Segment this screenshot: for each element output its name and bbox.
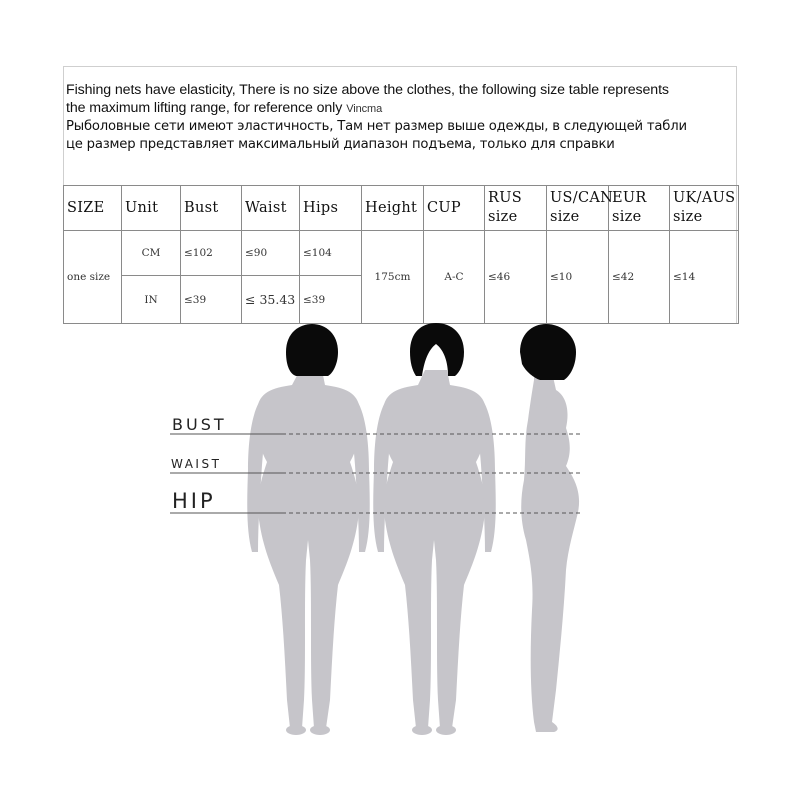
header-bust: Bust xyxy=(181,186,242,231)
header-uk-top: UK/AUS xyxy=(673,190,736,206)
table-row-cm xyxy=(64,231,739,276)
bust-label: BUST xyxy=(172,415,227,434)
header-unit: Unit xyxy=(122,186,181,231)
size-table xyxy=(63,185,739,324)
header-eur-top: EUR xyxy=(612,190,647,206)
header-eur xyxy=(609,186,670,231)
cell-bust-cm: ≤102 xyxy=(181,231,242,276)
cell-waist-in: ≤ 35.43 xyxy=(242,276,300,324)
waist-label: WAIST xyxy=(171,457,222,471)
header-uk-bottom: size xyxy=(673,209,703,225)
note-ru-line-2: це размер представляет максимальный диапазон подъема, только для справки xyxy=(66,136,615,152)
header-us-top: US/CAN xyxy=(550,190,614,206)
elasticity-note xyxy=(66,82,738,153)
header-eur-bottom: size xyxy=(612,209,642,225)
header-cup: CUP xyxy=(424,186,485,231)
figure-side-hair xyxy=(520,324,576,380)
header-rus-bottom: size xyxy=(488,209,518,225)
note-en-line-1: Fishing nets have elasticity, There is no size above the clothes, the following size table represents xyxy=(66,82,669,98)
header-rus xyxy=(485,186,547,231)
cell-waist-cm: ≤90 xyxy=(242,231,300,276)
cell-hips-cm: ≤104 xyxy=(300,231,362,276)
header-hips: Hips xyxy=(300,186,362,231)
cell-hips-in: ≤39 xyxy=(300,276,362,324)
measurement-diagram xyxy=(0,320,800,740)
note-en-line-2-text: the maximum lifting range, for reference only xyxy=(66,99,343,116)
hip-label: HIP xyxy=(172,489,216,513)
figure-front-hair xyxy=(410,323,464,376)
header-us-can xyxy=(547,186,614,231)
note-en-line-2 xyxy=(66,100,738,119)
figure-back-hair xyxy=(286,324,338,376)
figure-front xyxy=(373,370,496,735)
cell-rus: ≤46 xyxy=(485,231,547,324)
header-size: SIZE xyxy=(64,186,122,231)
watermark-text: Vincma xyxy=(346,102,383,115)
cell-us-can: ≤10 xyxy=(547,231,609,324)
cell-bust-in: ≤39 xyxy=(181,276,242,324)
cell-cup: A-C xyxy=(424,231,485,324)
cell-eur: ≤42 xyxy=(609,231,670,324)
cell-unit-cm: CM xyxy=(122,231,181,276)
figure-back xyxy=(247,370,370,735)
cell-uk-aus: ≤14 xyxy=(670,231,739,324)
cell-unit-in: IN xyxy=(122,276,181,324)
header-waist: Waist xyxy=(242,186,300,231)
header-us-bottom: size xyxy=(550,209,580,225)
header-uk-aus xyxy=(670,186,739,231)
table-header-row xyxy=(64,186,739,231)
cell-height: 175cm xyxy=(362,231,424,324)
header-rus-top: RUS xyxy=(488,190,522,206)
note-ru-line-1: Рыболовные сети имеют эластичность, Там нет размер выше одежды, в следующей табли xyxy=(66,119,687,134)
header-height: Height xyxy=(362,186,424,231)
figure-side xyxy=(521,372,579,732)
cell-size-name: one size xyxy=(64,231,122,324)
